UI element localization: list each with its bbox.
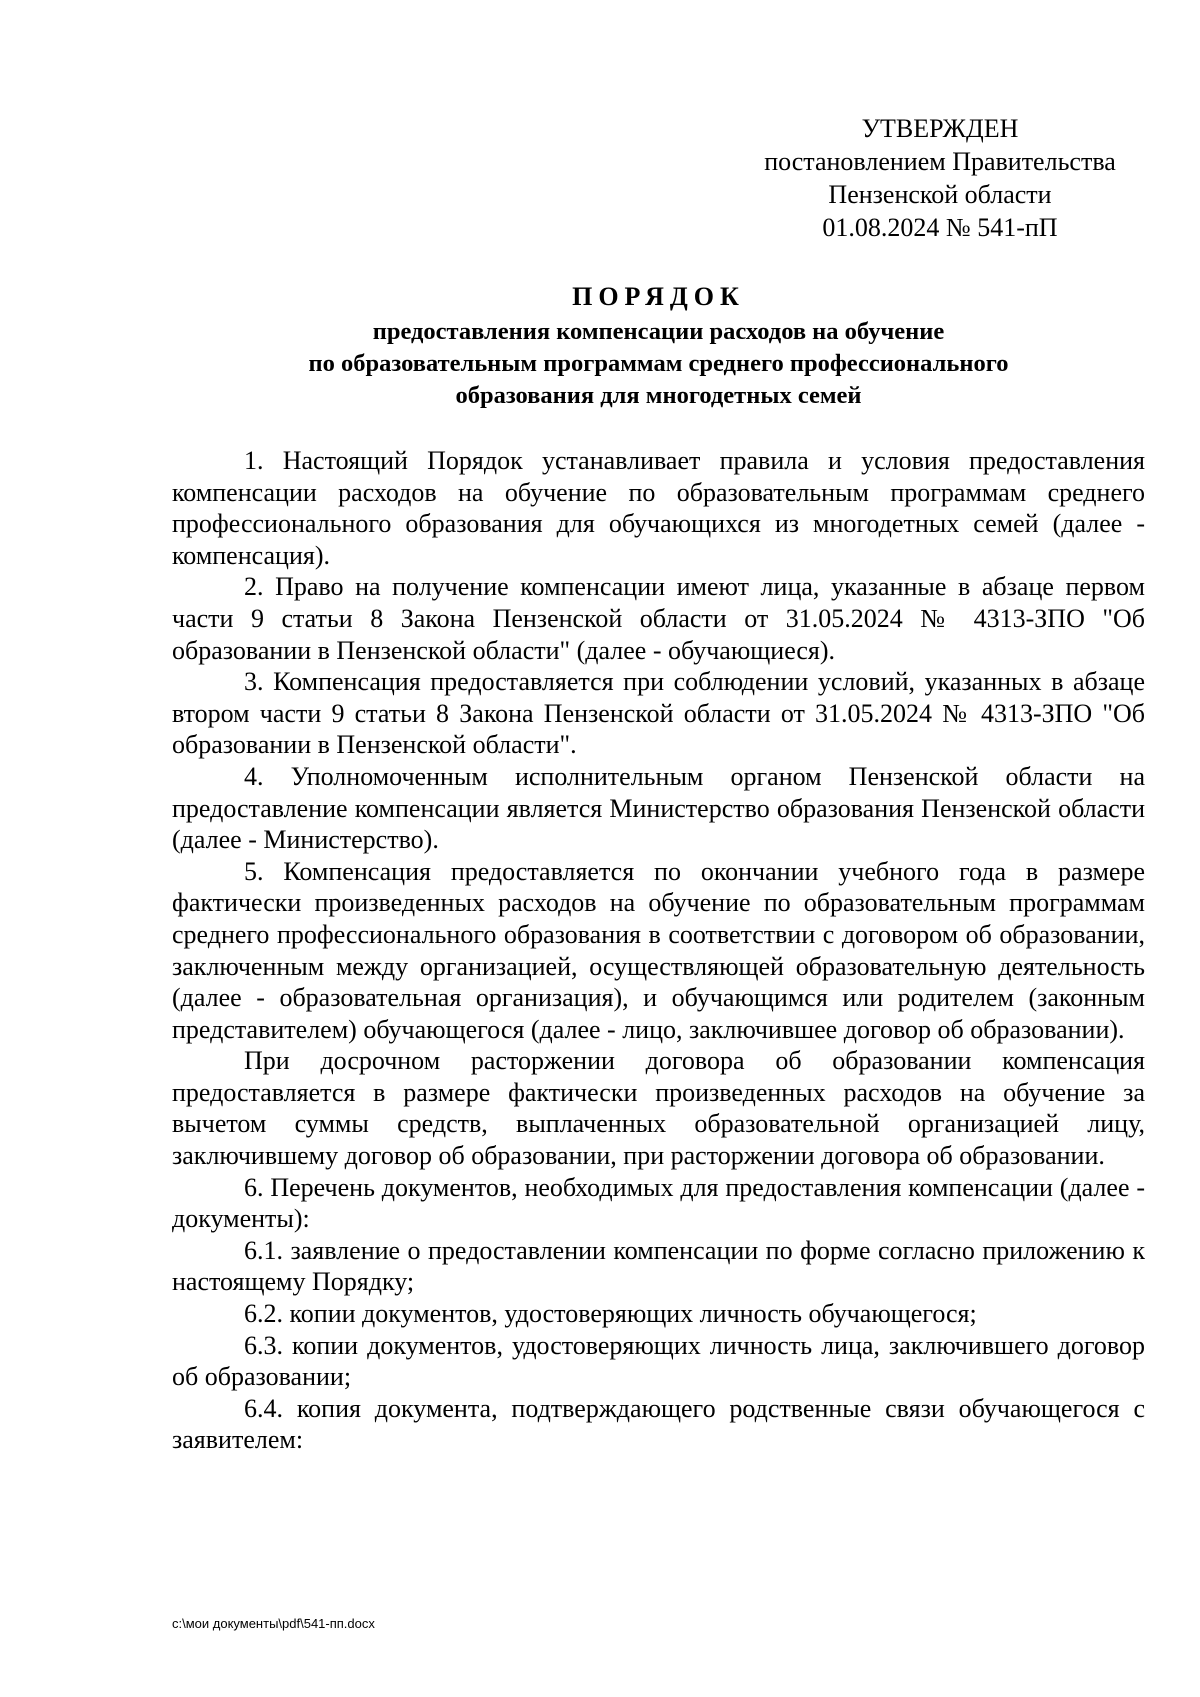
title-sub-line-2: по образовательным программам среднего профессионального <box>308 350 1009 377</box>
title-main: ПОРЯДОК <box>572 282 745 311</box>
paragraph-6-4: 6.4. копия документа, подтверждающего родственные связи обучающегося с заявителем: <box>172 1393 1145 1455</box>
approval-authority: постановлением Правительства <box>764 147 1116 176</box>
document-body <box>172 445 1145 1456</box>
approval-date-number: 01.08.2024 № 541-пП <box>822 213 1058 242</box>
paragraph-1: 1. Настоящий Порядок устанавливает правила и условия предоставления компенсации расходов на обучение по образовательным программам среднего профессионального образования для обучающихся из многодетных семей (далее - компенсация). <box>172 446 1145 570</box>
title-sub-line-3: образования для многодетных семей <box>455 382 862 409</box>
approval-status: УТВЕРЖДЕН <box>861 114 1019 143</box>
paragraph-3: 3. Компенсация предоставляется при соблюдении условий, указанных в абзаце втором части 9 статьи 8 Закона Пензенской области от 31.05.2024 № 4313-ЗПО "Об образовании в Пензенской области". <box>172 667 1145 760</box>
paragraph-5-cont: При досрочном расторжении договора об образовании компенсация предоставляется в размере фактически произведенных расходов на обучение за вычетом суммы средств, выплаченных образовательной организацией лицу, заключившему договор об образовании, при расторжении договора об образовании. <box>172 1046 1145 1171</box>
title-sub-line-1: предоставления компенсации расходов на обучение <box>372 318 945 345</box>
paragraph-6-1: 6.1. заявление о предоставлении компенсации по форме согласно приложению к настоящему Порядку; <box>172 1235 1145 1297</box>
approval-region: Пензенской области <box>828 180 1052 209</box>
document-title <box>172 278 1145 412</box>
paragraph-6-2: 6.2. копии документов, удостоверяющих личность обучающегося; <box>244 1299 977 1329</box>
paragraph-6: 6. Перечень документов, необходимых для предоставления компенсации (далее - документы): <box>172 1172 1145 1234</box>
paragraph-6-3: 6.3. копии документов, удостоверяющих личность лица, заключившего договор об образовании; <box>172 1330 1145 1392</box>
paragraph-5: 5. Компенсация предоставляется по окончании учебного года в размере фактически произведенных расходов на обучение по образовательным программам среднего профессионального образования в соответствии с договором об образовании, заключенным между организацией, осуществляющей образовательную деятельность (далее - образовательная организация), и обучающимся или родителем (законным представителем) обучающегося (далее - лицо, заключившее договор об образовании). <box>172 856 1145 1044</box>
paragraph-2: 2. Право на получение компенсации имеют лица, указанные в абзаце первом части 9 статьи 8 Закона Пензенской области от 31.05.2024 № 4313-ЗПО "Об образовании в Пензенской области" (далее - обучающиеся). <box>172 572 1145 665</box>
file-path-footer: c:\мои документы\pdf\541-пп.docx <box>172 1616 375 1631</box>
approval-stamp <box>730 112 1150 244</box>
paragraph-4: 4. Уполномоченным исполнительным органом Пензенской области на предоставление компенсации является Министерство образования Пензенской области (далее - Министерство). <box>172 761 1145 855</box>
